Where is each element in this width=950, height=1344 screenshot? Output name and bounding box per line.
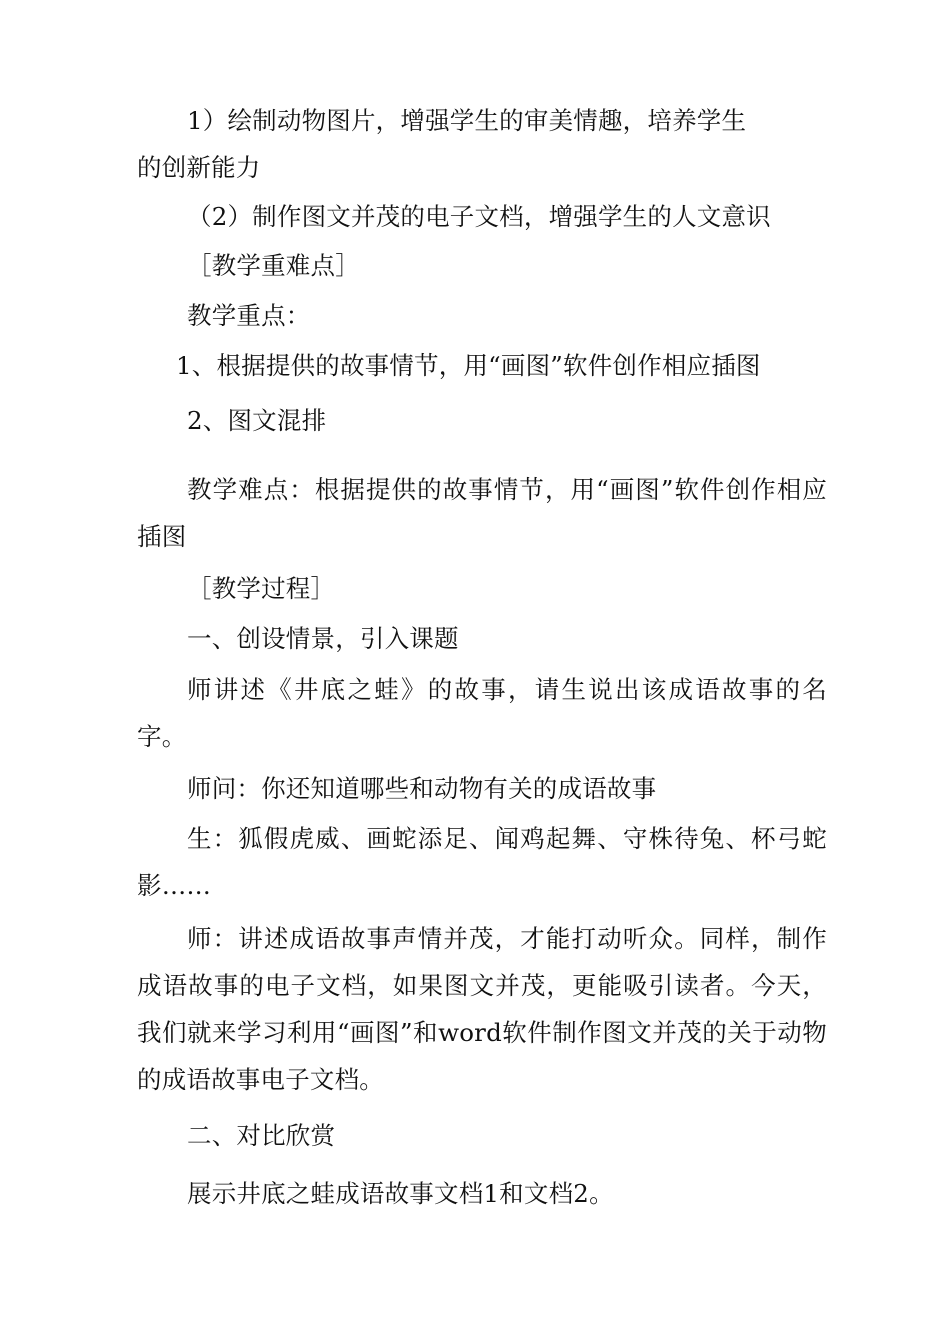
key-point-1: 1、根据提供的故事情节，用“画图”软件创作相应插图 [176, 351, 761, 380]
objective-1-line-2: 的创新能力 [137, 153, 261, 182]
key-points-label: 教学重点： [187, 301, 311, 330]
section-heading-process: ［教学过程］ [187, 574, 336, 603]
objective-1-line-1: 1）绘制动物图片，增强学生的审美情趣，培养学生 [187, 106, 747, 135]
student-answer-paragraph: 生：狐假虎威、画蛇添足、闻鸡起舞、守株待兔、杯弓蛇影…… [137, 824, 827, 900]
teacher-intro-paragraph: 师：讲述成语故事声情并茂，才能打动听众。同样，制作成语故事的电子文档，如果图文并茂，更能吸引读者。今天，我们就来学习利用“画图”和word软件制作图文并茂的关于动物的成语故事电子文档。 [137, 924, 827, 1094]
difficulty-paragraph: 教学难点：根据提供的故事情节，用“画图”软件创作相应插图 [137, 475, 827, 551]
step-2-heading: 二、对比欣赏 [187, 1121, 336, 1150]
step-1-heading: 一、创设情景，引入课题 [187, 624, 459, 653]
objective-2: （2）制作图文并茂的电子文档，增强学生的人文意识 [187, 202, 771, 231]
show-documents-paragraph: 展示井底之蛙成语故事文档1和文档2。 [187, 1179, 614, 1208]
key-point-2: 2、图文混排 [187, 406, 327, 435]
teacher-story-paragraph: 师讲述《井底之蛙》的故事，请生说出该成语故事的名字。 [137, 675, 827, 751]
section-heading-key-points: ［教学重难点］ [187, 251, 360, 280]
teacher-question: 师问：你还知道哪些和动物有关的成语故事 [187, 774, 657, 803]
